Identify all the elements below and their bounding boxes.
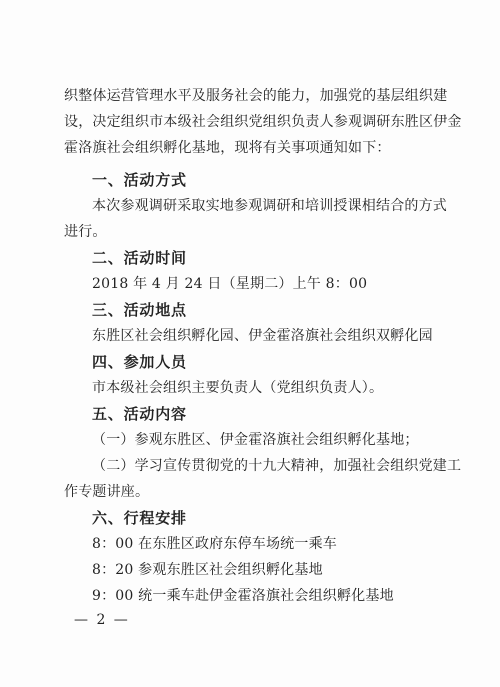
schedule-item-2: 8：20 参观东胜区社会组织孵化基地 [92,562,323,578]
section-heading-time: 二、活动时间 [92,249,187,267]
section-body-location: 东胜区社会组织孵化园、伊金霍洛旗社会组织双孵化园 [92,328,433,344]
content-item-1: （一）参观东胜区、伊金霍洛旗社会组织孵化基地； [92,432,419,448]
page-number: — 2 — [74,612,130,628]
section-body-method-line-2: 进行。 [64,224,107,240]
section-body-method-line-1: 本次参观调研采取实地参观调研和培训授课相结合的方式 [92,198,447,214]
intro-line-3: 霍洛旗社会组织孵化基地，现将有关事项通知如下： [64,140,391,156]
section-heading-participants: 四、参加人员 [92,353,187,371]
intro-line-2: 设，决定组织市本级社会组织党组织负责人参观调研东胜区伊金 [64,114,462,130]
section-body-time: 2018 年 4 月 24 日（星期二）上午 8：00 [92,276,368,292]
schedule-item-3: 9：00 统一乘车赴伊金霍洛旗社会组织孵化基地 [92,588,394,604]
section-heading-schedule: 六、行程安排 [92,509,187,527]
content-item-2-line-2: 作专题讲座。 [64,484,150,500]
section-heading-content: 五、活动内容 [92,405,187,423]
section-body-participants: 市本级社会组织主要负责人（党组织负责人）。 [92,380,384,396]
section-heading-method: 一、活动方式 [92,171,187,189]
section-heading-location: 三、活动地点 [92,301,187,319]
content-item-2-line-1: （二）学习宣传贯彻党的十九大精神，加强社会组织党建工 [92,458,462,474]
schedule-item-1: 8：00 在东胜区政府东停车场统一乘车 [92,536,337,552]
intro-line-1: 织整体运营管理水平及服务社会的能力，加强党的基层组织建 [64,88,448,104]
